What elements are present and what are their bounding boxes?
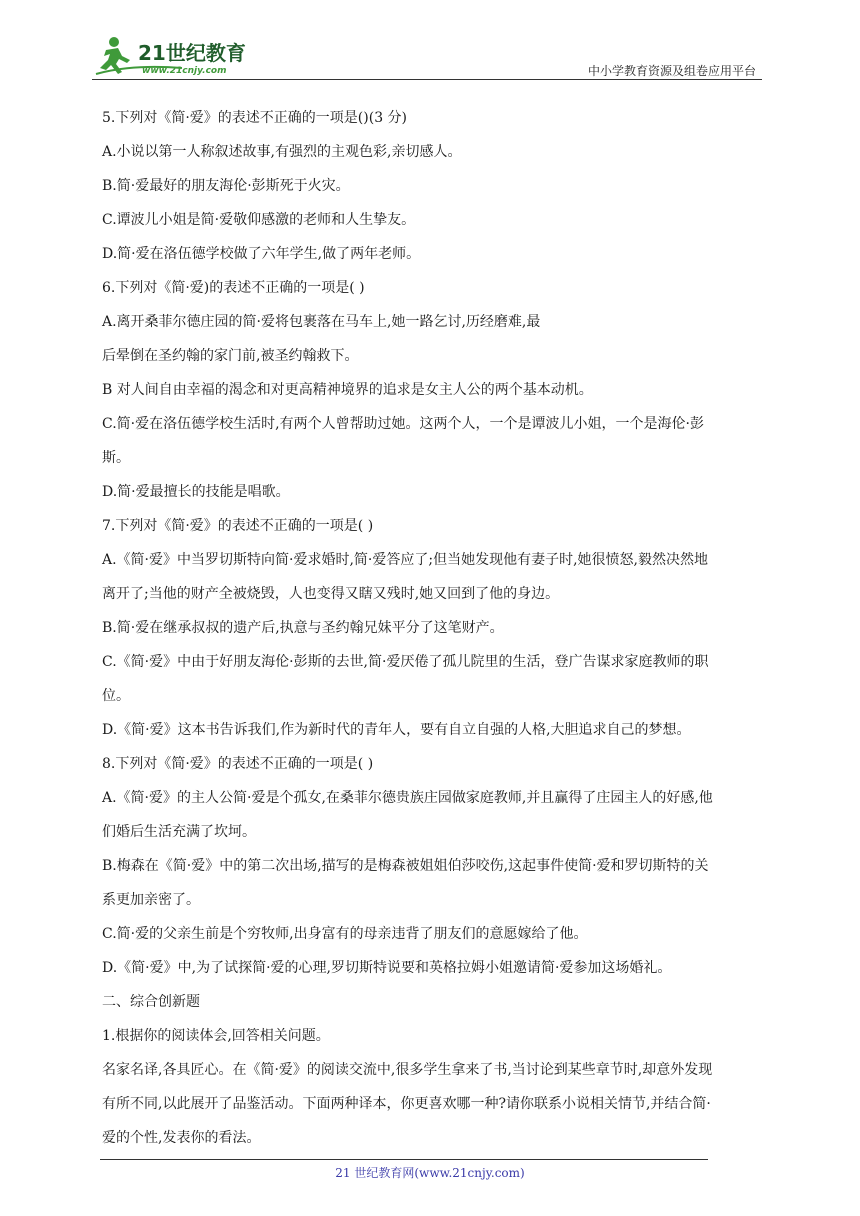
q7-option-c-line2: 位。: [102, 688, 130, 704]
document-body: [102, 101, 762, 1155]
q6-option-a-line2: 后晕倒在圣约翰的家门前,被圣约翰救下。: [102, 348, 359, 364]
q5-option-d: D.简·爱在洛伍德学校做了六年学生,做了两年老师。: [102, 246, 421, 262]
question-5-stem: 5.下列对《简·爱》的表述不正确的一项是()(3 分): [102, 110, 408, 126]
q8-option-b-line2: 系更加亲密了。: [102, 892, 200, 908]
passage-line-2: 有所不同,以此展开了品鉴活动。下面两种译本，你更喜欢哪一种?请你联系小说相关情节,并结合简·: [102, 1096, 711, 1112]
q7-option-b: B.简·爱在继承叔叔的遗产后,执意与圣约翰兄妹平分了这笔财产。: [102, 620, 504, 636]
header-divider: [92, 79, 762, 80]
comprehensive-question-1: 1.根据你的阅读体会,回答相关问题。: [102, 1028, 330, 1044]
q7-option-a-line2: 离开了;当他的财产全被烧毁，人也变得又瞎又残时,她又回到了他的身边。: [102, 586, 560, 602]
logo-url: www.21cnjy.com: [142, 66, 227, 76]
question-8-stem: 8.下列对《简·爱》的表述不正确的一项是( ): [102, 756, 374, 772]
footer-link[interactable]: 21 世纪教育网(www.21cnjy.com): [335, 1166, 525, 1180]
passage-line-3: 爱的个性,发表你的看法。: [102, 1130, 261, 1146]
logo-text: 21世纪教育: [138, 41, 246, 65]
q6-option-d: D.简·爱最擅长的技能是唱歌。: [102, 484, 290, 500]
q6-option-b: B 对人间自由幸福的渴念和对更高精神境界的追求是女主人公的两个基本动机。: [102, 382, 593, 398]
q8-option-a-line1: A.《简·爱》的主人公简·爱是个孤女,在桑菲尔德贵族庄园做家庭教师,并且赢得了庄园主人的好感,他: [102, 790, 713, 806]
site-logo[interactable]: [92, 34, 262, 78]
q7-option-c-line1: C.《简·爱》中由于好朋友海伦·彭斯的去世,简·爱厌倦了孤儿院里的生活，登广告谋求家庭教师的职: [102, 654, 709, 670]
q5-option-a: A.小说以第一人称叙述故事,有强烈的主观色彩,亲切感人。: [102, 144, 462, 160]
q5-option-c: C.谭波儿小姐是简·爱敬仰感激的老师和人生挚友。: [102, 212, 416, 228]
q7-option-a-line1: A.《简·爱》中当罗切斯特向简·爱求婚时,简·爱答应了;但当她发现他有妻子时,她很愤怒,毅然决然地: [102, 552, 708, 568]
q8-option-b-line1: B.梅森在《简·爱》中的第二次出场,描写的是梅森被姐姐伯莎咬伤,这起事件使简·爱和罗切斯特的关: [102, 858, 709, 874]
q7-option-d: D.《简·爱》这本书告诉我们,作为新时代的青年人，要有自立自强的人格,大胆追求自己的梦想。: [102, 722, 691, 738]
q6-option-a-line1: A.离开桑菲尔德庄园的简·爱将包裹落在马车上,她一路乞讨,历经磨难,最: [102, 314, 541, 330]
q8-option-d: D.《简·爱》中,为了试探简·爱的心理,罗切斯特说要和英格拉姆小姐邀请简·爱参加这场婚礼。: [102, 960, 672, 976]
platform-tagline: 中小学教育资源及组卷应用平台: [587, 64, 756, 78]
section-heading: 二、综合创新题: [102, 994, 200, 1010]
page-header: [92, 34, 762, 80]
runner-logo-icon: [92, 34, 262, 78]
passage-line-1: 名家名译,各具匠心。在《简·爱》的阅读交流中,很多学生拿来了书,当讨论到某些章节时,却意外发现: [102, 1062, 713, 1078]
q8-option-a-line2: 们婚后生活充满了坎坷。: [102, 824, 256, 840]
q6-option-c-line2: 斯。: [102, 450, 130, 466]
question-6-stem: 6.下列对《简·爱)的表述不正确的一项是( ): [102, 280, 365, 296]
footer-divider: [100, 1159, 708, 1160]
q5-option-b: B.简·爱最好的朋友海伦·彭斯死于火灾。: [102, 178, 350, 194]
q8-option-c: C.简·爱的父亲生前是个穷牧师,出身富有的母亲违背了朋友们的意愿嫁给了他。: [102, 926, 588, 942]
q6-option-c-line1: C.简·爱在洛伍德学校生活时,有两个人曾帮助过她。这两个人，一个是谭波儿小姐，一个是海伦·彭: [102, 416, 705, 432]
question-7-stem: 7.下列对《简·爱》的表述不正确的一项是( ): [102, 518, 374, 534]
